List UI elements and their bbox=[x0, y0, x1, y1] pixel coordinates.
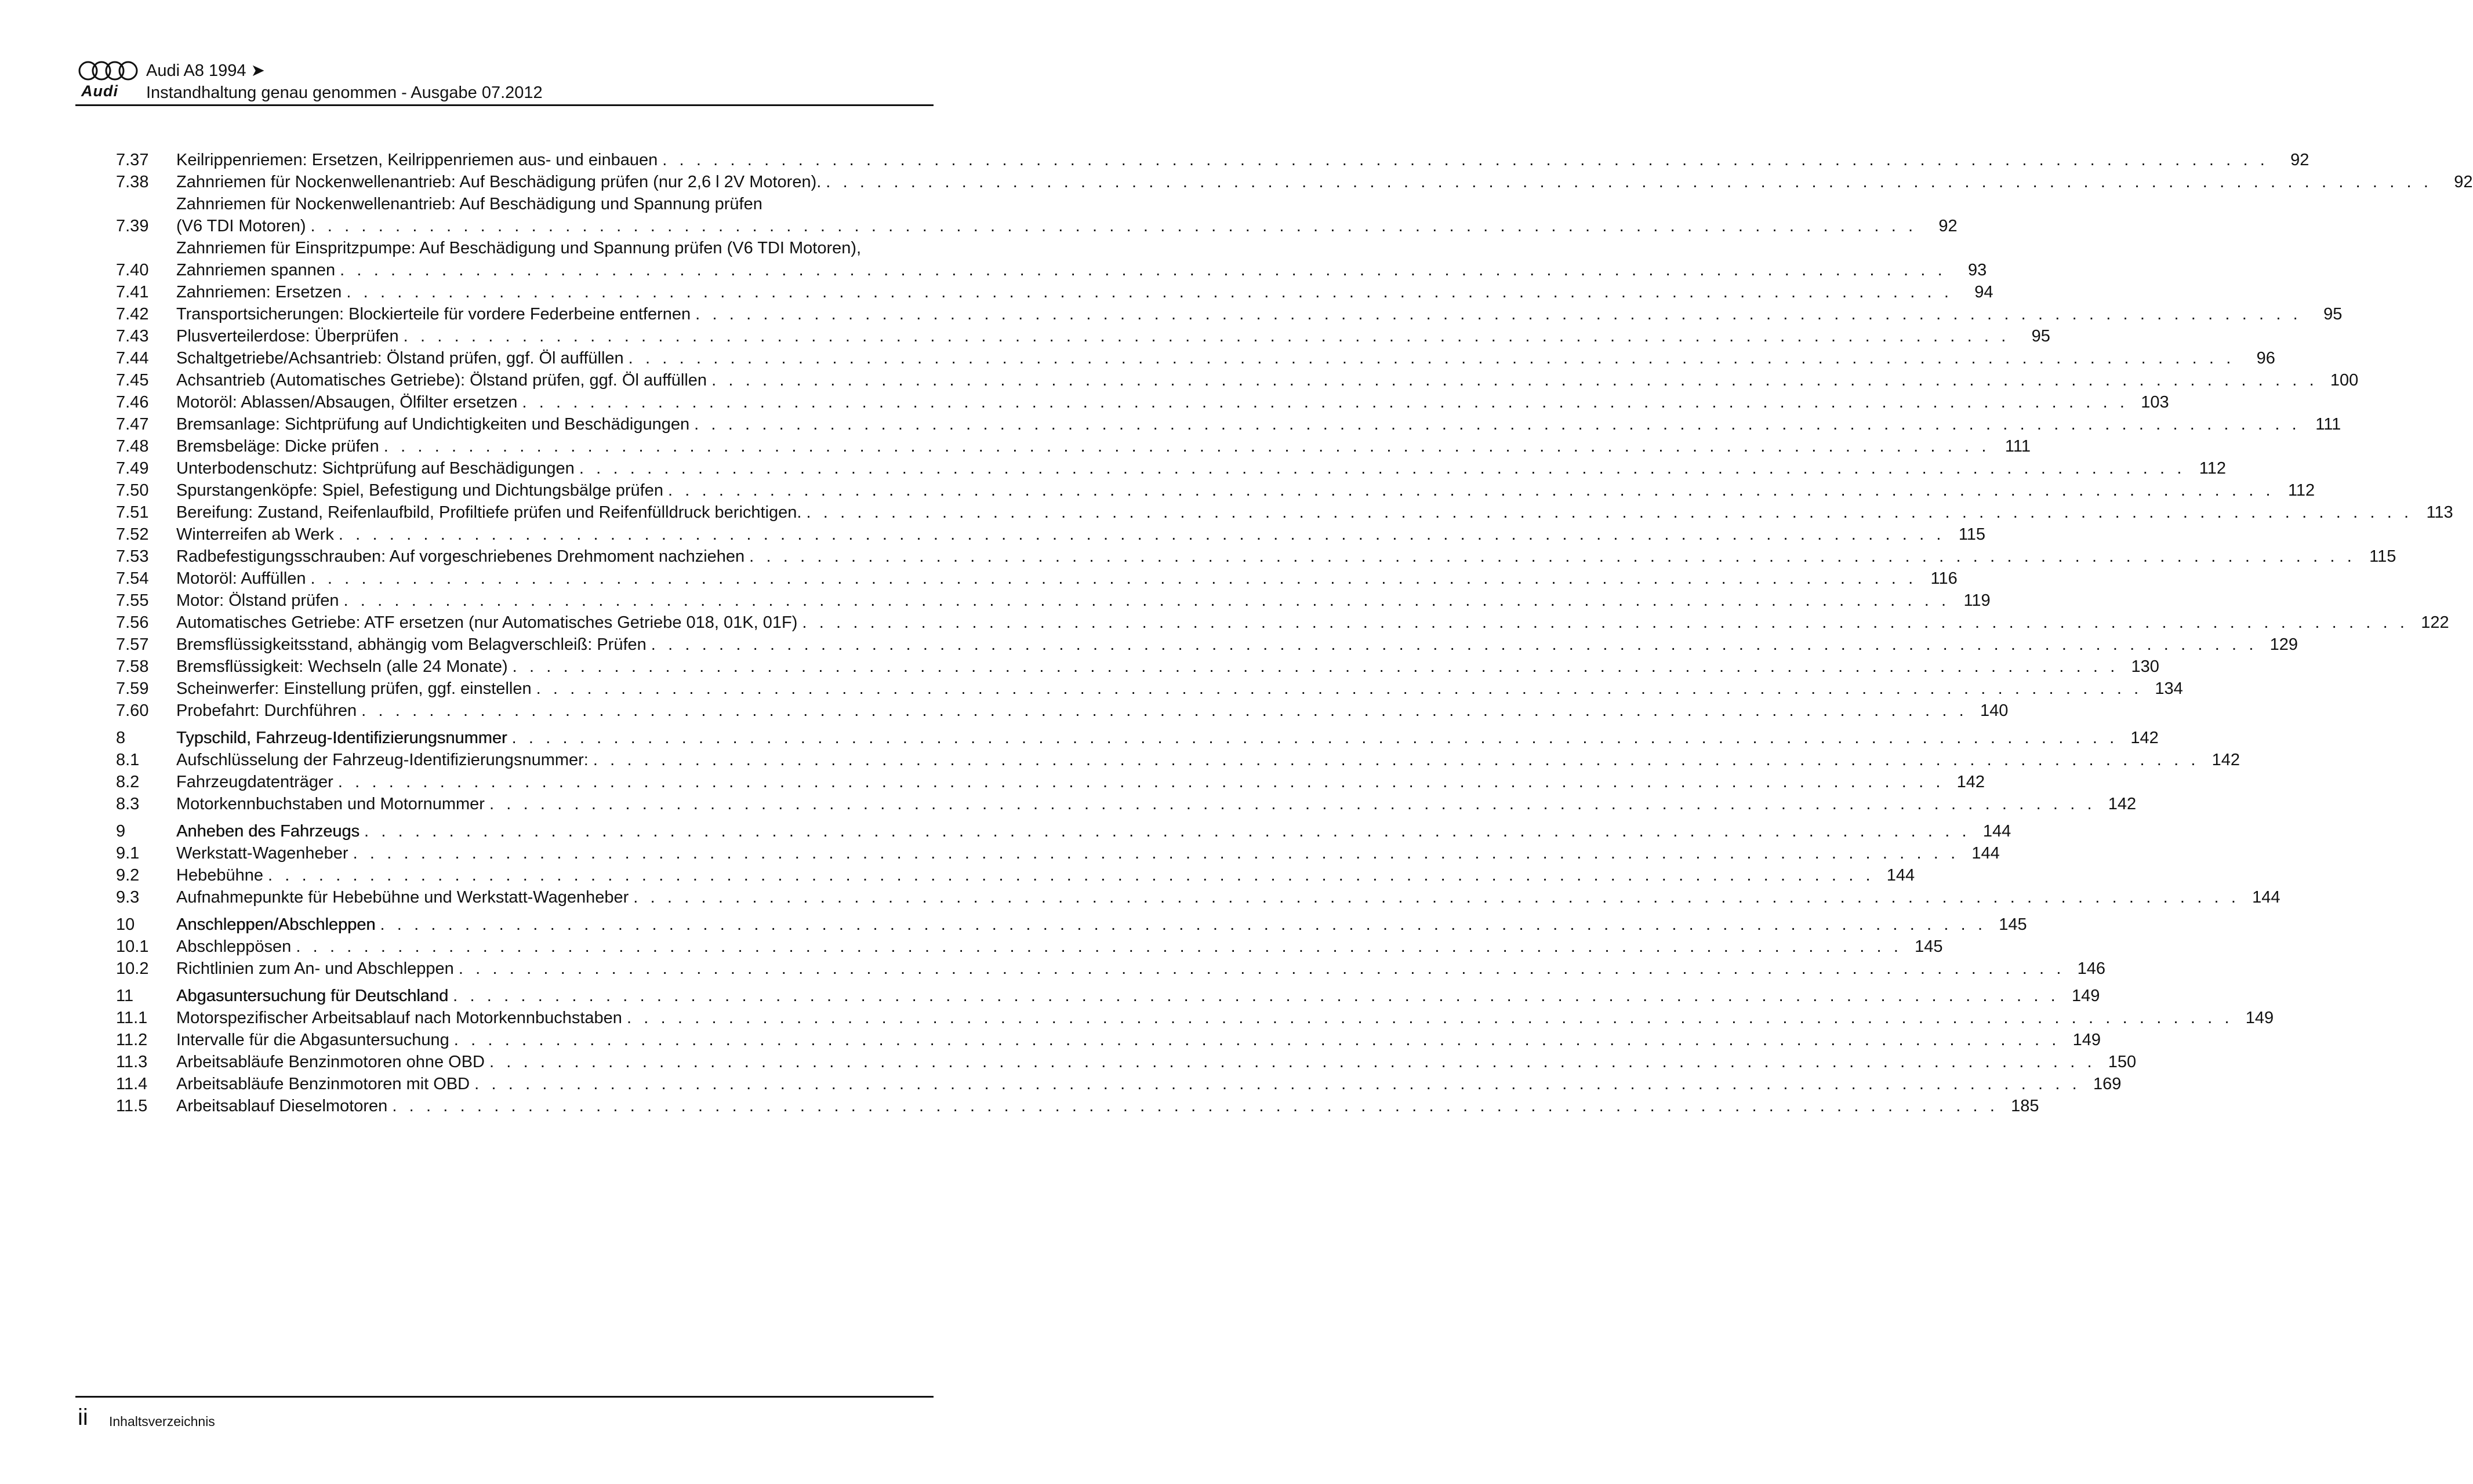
toc-entry-row[interactable] bbox=[116, 369, 2359, 391]
toc-page-number: 92 bbox=[2290, 151, 2309, 169]
toc-entry-title: Typschild, Fahrzeug-Identifizierungsnummer bbox=[176, 729, 507, 747]
dot-leader: . . . . . . . . . . . . . . . . . . . . . . . . . . . . . . . . . . . . . . . . . . . . . . . . . . . . . . . . . . . . . . . . . . . . . . . . . . . . . . . . . . . . . . . . . . . . . . . bbox=[536, 679, 2142, 698]
document-title: Audi A8 1994 ➤ bbox=[146, 61, 265, 80]
dot-leader: . . . . . . . . . . . . . . . . . . . . . . . . . . . . . . . . . . . . . . . . . . . . . . . . . . . . . . . . . . . . . . . . . . . . . . . . . . . . . . . . . . . . . . . . . . . . . . . bbox=[633, 888, 2240, 907]
toc-page-number: 145 bbox=[1999, 915, 2027, 934]
toc-entry-title: Zahnriemen für Einspritzpumpe: Auf Beschädigung und Spannung prüfen (V6 TDI Motoren), bbox=[176, 239, 862, 257]
toc-page-number: 149 bbox=[2245, 1009, 2274, 1027]
toc-entry-row[interactable] bbox=[116, 1029, 2101, 1051]
toc-entry-number: 7.60 bbox=[116, 701, 149, 720]
toc-entry-row[interactable] bbox=[116, 864, 1915, 886]
dot-leader: . . . . . . . . . . . . . . . . . . . . . . . . . . . . . . . . . . . . . . . . . . . . . . . . . . . . . . . . . . . . . . . . . . . . . . . . . . . . . . . . . . . . . . . . . . . . . . . bbox=[403, 327, 2010, 345]
toc-entry-number: 9.1 bbox=[116, 844, 140, 863]
dot-leader: . . . . . . . . . . . . . . . . . . . . . . . . . . . . . . . . . . . . . . . . . . . . . . . . . . . . . . . . . . . . . . . . . . . . . . . . . . . . . . . . . . . . . . . . . . . . . . . bbox=[310, 217, 1917, 235]
dot-leader: . . . . . . . . . . . . . . . . . . . . . . . . . . . . . . . . . . . . . . . . . . . . . . . . . . . . . . . . . . . . . . . . . . . . . . . . . . . . . . . . . . . . . . . . . . . . . . . bbox=[511, 729, 2118, 747]
toc-entry-number: 10 bbox=[116, 915, 135, 934]
dot-leader: . . . . . . . . . . . . . . . . . . . . . . . . . . . . . . . . . . . . . . . . . . . . . . . . . . . . . . . . . . . . . . . . . . . . . . . . . . . . . . . . . . . . . . . . . . . . . . . bbox=[711, 371, 2318, 390]
toc-entry-row[interactable] bbox=[116, 303, 2343, 325]
dot-leader: . . . . . . . . . . . . . . . . . . . . . . . . . . . . . . . . . . . . . . . . . . . . . . . . . . . . . . . . . . . . . . . . . . . . . . . . . . . . . . . . . . . . . . . . . . . . . . . bbox=[380, 915, 1987, 934]
toc-entry-row[interactable] bbox=[116, 958, 2106, 980]
toc-entry-title: Hebebühne bbox=[176, 866, 263, 885]
dot-leader: . . . . . . . . . . . . . . . . . . . . . . . . . . . . . . . . . . . . . . . . . . . . . . . . . . . . . . . . . . . . . . . . . . . . . . . . . . . . . . . . . . . . . . . . . . . . . . . bbox=[453, 1031, 2060, 1049]
toc-page-number: 92 bbox=[1938, 217, 1958, 235]
toc-entry-title: Fahrzeugdatenträger bbox=[176, 773, 333, 791]
toc-entry-title: Abschleppösen bbox=[176, 937, 292, 956]
toc-entry-title: Bremsbeläge: Dicke prüfen bbox=[176, 437, 379, 456]
toc-entry-title: Automatisches Getriebe: ATF ersetzen (nur Automatisches Getriebe 018, 01K, 01F) bbox=[176, 613, 798, 632]
toc-entry-row[interactable] bbox=[116, 149, 2309, 171]
dot-leader: . . . . . . . . . . . . . . . . . . . . . . . . . . . . . . . . . . . . . . . . . . . . . . . . . . . . . . . . . . . . . . . . . . . . . . . . . . . . . . . . . . . . . . . . . . . . . . . bbox=[296, 937, 1902, 956]
dot-leader: . . . . . . . . . . . . . . . . . . . . . . . . . . . . . . . . . . . . . . . . . . . . . . . . . . . . . . . . . . . . . . . . . . . . . . . . . . . . . . . . . . . . . . . . . . . . . . . bbox=[353, 844, 1959, 863]
toc-page-number: 144 bbox=[1971, 844, 2000, 863]
toc-entry-number: 7.58 bbox=[116, 657, 149, 676]
toc-entry-title: Bremsanlage: Sichtprüfung auf Undichtigkeiten und Beschädigungen bbox=[176, 415, 690, 434]
toc-entry-row[interactable] bbox=[116, 325, 2050, 347]
toc-entry-row[interactable] bbox=[116, 886, 2280, 908]
toc-entry-number: 7.42 bbox=[116, 305, 149, 323]
dot-leader: . . . . . . . . . . . . . . . . . . . . . . . . . . . . . . . . . . . . . . . . . . . . . . . . . . . . . . . . . . . . . . . . . . . . . . . . . . . . . . . . . . . . . . . . . . . . . . . bbox=[651, 635, 2257, 654]
toc-entry-row[interactable] bbox=[116, 1073, 2122, 1095]
toc-page-number: 100 bbox=[2330, 371, 2359, 390]
toc-entry-row[interactable] bbox=[116, 634, 2298, 656]
toc-entry-number: 7.46 bbox=[116, 393, 149, 412]
toc-page-number: 134 bbox=[2155, 679, 2183, 698]
toc-entry-title: Schaltgetriebe/Achsantrieb: Ölstand prüfen, ggf. Öl auffüllen bbox=[176, 349, 624, 368]
toc-entry-row[interactable] bbox=[116, 1051, 2137, 1073]
audi-rings-logo bbox=[75, 60, 143, 100]
toc-entry-row[interactable] bbox=[116, 281, 1993, 303]
toc-entry-number: 7.55 bbox=[116, 591, 149, 610]
toc-entry-title: Werkstatt-Wagenheber bbox=[176, 844, 348, 863]
toc-page-number: 111 bbox=[2004, 437, 2031, 456]
toc-page-number: 115 bbox=[1958, 525, 1986, 544]
toc-entry-row[interactable] bbox=[116, 457, 2227, 479]
toc-entry-row[interactable] bbox=[116, 523, 1986, 545]
toc-entry-number: 7.56 bbox=[116, 613, 149, 632]
dot-leader: . . . . . . . . . . . . . . . . . . . . . . . . . . . . . . . . . . . . . . . . . . . . . . . . . . . . . . . . . . . . . . . . . . . . . . . . . . . . . . . . . . . . . . . . . . . . . . . bbox=[489, 795, 2096, 813]
toc-entry-number: 7.40 bbox=[116, 261, 149, 279]
toc-entry-title: Motorspezifischer Arbeitsablauf nach Motorkennbuchstaben bbox=[176, 1009, 622, 1027]
dot-leader: . . . . . . . . . . . . . . . . . . . . . . . . . . . . . . . . . . . . . . . . . . . . . . . . . . . . . . . . . . . . . . . . . . . . . . . . . . . . . . . . . . . . . . . . . . . . . . . bbox=[694, 415, 2301, 434]
dot-leader: . . . . . . . . . . . . . . . . . . . . . . . . . . . . . . . . . . . . . . . . . . . . . . . . . . . . . . . . . . . . . . . . . . . . . . . . . . . . . . . . . . . . . . . . . . . . . . . bbox=[522, 393, 2129, 412]
toc-page-number: 111 bbox=[2315, 415, 2341, 434]
toc-entry-number: 7.53 bbox=[116, 547, 149, 566]
toc-entry-title: Winterreifen ab Werk bbox=[176, 525, 334, 544]
toc-entry-title: Unterbodenschutz: Sichtprüfung auf Beschädigungen bbox=[176, 459, 575, 478]
toc-entry-row[interactable] bbox=[116, 678, 2183, 700]
toc-entry-row[interactable] bbox=[116, 656, 2159, 678]
toc-entry-number: 10.1 bbox=[116, 937, 149, 956]
toc-entry-number: 7.57 bbox=[116, 635, 149, 654]
toc-entry-number: 9 bbox=[116, 822, 126, 841]
dot-leader: . . . . . . . . . . . . . . . . . . . . . . . . . . . . . . . . . . . . . . . . . . . . . . . . . . . . . . . . . . . . . . . . . . . . . . . . . . . . . . . . . . . . . . . . . . . . . . . bbox=[667, 481, 2275, 500]
dot-leader: . . . . . . . . . . . . . . . . . . . . . . . . . . . . . . . . . . . . . . . . . . . . . . . . . . . . . . . . . . . . . . . . . . . . . . . . . . . . . . . . . . . . . . . . . . . . . . . bbox=[346, 283, 1953, 301]
toc-page-number: 96 bbox=[2256, 349, 2275, 368]
toc-entry-number: 7.48 bbox=[116, 437, 149, 456]
toc-entry-title: (V6 TDI Motoren) bbox=[176, 217, 306, 235]
toc-entry-number: 7.50 bbox=[116, 481, 149, 500]
toc-page-number: 140 bbox=[1980, 701, 2009, 720]
header-rule bbox=[75, 104, 934, 106]
toc-entry-row[interactable] bbox=[116, 347, 2275, 369]
toc-entry-title: Keilrippenriemen: Ersetzen, Keilrippenriemen aus- und einbauen bbox=[176, 151, 658, 169]
toc-entry-row[interactable] bbox=[116, 749, 2240, 771]
toc-entry-title: Transportsicherungen: Blockierteile für vordere Federbeine entfernen bbox=[176, 305, 691, 323]
toc-entry-row[interactable] bbox=[116, 1007, 2274, 1029]
toc-entry-title: Scheinwerfer: Einstellung prüfen, ggf. einstellen bbox=[176, 679, 532, 698]
toc-entry-number: 7.37 bbox=[116, 151, 149, 169]
toc-entry-title: Bremsflüssigkeitsstand, abhängig vom Belagverschleiß: Prüfen bbox=[176, 635, 647, 654]
toc-entry-number: 9.2 bbox=[116, 866, 140, 885]
toc-entry-number: 9.3 bbox=[116, 888, 140, 907]
toc-page-number: 144 bbox=[2252, 888, 2280, 907]
dot-leader: . . . . . . . . . . . . . . . . . . . . . . . . . . . . . . . . . . . . . . . . . . . . . . . . . . . . . . . . . . . . . . . . . . . . . . . . . . . . . . . . . . . . . . . . . . . . . . . bbox=[453, 987, 2060, 1005]
toc-page-number: 149 bbox=[2071, 987, 2100, 1005]
toc-entry-number: 7.44 bbox=[116, 349, 149, 368]
toc-entry-row[interactable] bbox=[116, 171, 2473, 193]
toc-entry-title: Intervalle für die Abgasuntersuchung bbox=[176, 1031, 449, 1049]
dot-leader: . . . . . . . . . . . . . . . . . . . . . . . . . . . . . . . . . . . . . . . . . . . . . . . . . . . . . . . . . . . . . . . . . . . . . . . . . . . . . . . . . . . . . . . . . . . . . . . bbox=[579, 459, 2186, 478]
toc-page-number: 145 bbox=[1915, 937, 1943, 956]
toc-page-number: 144 bbox=[1982, 822, 2011, 841]
toc-entry-title: Arbeitsablauf Dieselmotoren bbox=[176, 1097, 388, 1115]
toc-entry-title: Zahnriemen für Nockenwellenantrieb: Auf Beschädigung prüfen (nur 2,6 l 2V Motoren). bbox=[176, 173, 822, 191]
toc-entry-title: Zahnriemen spannen bbox=[176, 261, 336, 279]
toc-entry-title: Plusverteilerdose: Überprüfen bbox=[176, 327, 399, 345]
toc-entry-title: Zahnriemen: Ersetzen bbox=[176, 283, 342, 301]
toc-entry-number: 7.41 bbox=[116, 283, 149, 301]
toc-entry-title: Probefahrt: Durchführen bbox=[176, 701, 357, 720]
toc-page-number: 129 bbox=[2269, 635, 2298, 654]
dot-leader: . . . . . . . . . . . . . . . . . . . . . . . . . . . . . . . . . . . . . . . . . . . . . . . . . . . . . . . . . . . . . . . . . . . . . . . . . . . . . . . . . . . . . . . . . . . . . . . bbox=[338, 525, 1945, 544]
toc-page-number: 116 bbox=[1930, 569, 1958, 588]
toc-entry-title: Richtlinien zum An- und Abschleppen bbox=[176, 959, 454, 978]
toc-entry-title: Aufnahmepunkte für Hebebühne und Werkstatt-Wagenheber bbox=[176, 888, 629, 907]
toc-page-number: 95 bbox=[2031, 327, 2050, 345]
toc-entry-number: 8.2 bbox=[116, 773, 140, 791]
toc-entry-row[interactable] bbox=[116, 435, 2031, 457]
toc-page-number: 103 bbox=[2141, 393, 2169, 412]
dot-leader: . . . . . . . . . . . . . . . . . . . . . . . . . . . . . . . . . . . . . . . . . . . . . . . . . . . . . . . . . . . . . . . . . . . . . . . . . . . . . . . . . . . . . . . . . . . . . . . bbox=[340, 261, 1947, 279]
toc-entry-number: 11.5 bbox=[116, 1097, 148, 1115]
toc-page-number: 94 bbox=[1974, 283, 1993, 301]
toc-page-number: 142 bbox=[2211, 751, 2240, 769]
toc-entry-number: 11.1 bbox=[116, 1009, 148, 1027]
dot-leader: . . . . . . . . . . . . . . . . . . . . . . . . . . . . . . . . . . . . . . . . . . . . . . . . . . . . . . . . . . . . . . . . . . . . . . . . . . . . . . . . . . . . . . . . . . . . . . . bbox=[695, 305, 2302, 323]
toc-entry-row[interactable] bbox=[116, 501, 2453, 523]
toc-page-number: 150 bbox=[2108, 1053, 2137, 1071]
toc-entry-title: Achsantrieb (Automatisches Getriebe): Ölstand prüfen, ggf. Öl auffüllen bbox=[176, 371, 707, 390]
toc-page-number: 95 bbox=[2323, 305, 2343, 323]
toc-page-number: 144 bbox=[1886, 866, 1915, 885]
dot-leader: . . . . . . . . . . . . . . . . . . . . . . . . . . . . . . . . . . . . . . . . . . . . . . . . . . . . . . . . . . . . . . . . . . . . . . . . . . . . . . . . . . . . . . . . . . . . . . . bbox=[512, 657, 2119, 676]
toc-page-number: 169 bbox=[2093, 1075, 2122, 1093]
toc-entry-row[interactable] bbox=[116, 568, 1958, 590]
toc-entry-number: 7.38 bbox=[116, 173, 149, 191]
toc-entry-title: Arbeitsabläufe Benzinmotoren ohne OBD bbox=[176, 1053, 485, 1071]
toc-page-number: 112 bbox=[2199, 459, 2227, 478]
toc-entry-number: 7.43 bbox=[116, 327, 149, 345]
toc-entry-row[interactable] bbox=[116, 1095, 2039, 1117]
toc-entry-row[interactable] bbox=[116, 842, 2000, 864]
toc-page-number: 146 bbox=[2077, 959, 2106, 978]
toc-entry-title: Bereifung: Zustand, Reifenlaufbild, Profiltiefe prüfen und Reifenfülldruck berichtigen. bbox=[176, 503, 802, 522]
toc-entry-title: Motorkennbuchstaben und Motornummer bbox=[176, 795, 485, 813]
toc-entry-row[interactable] bbox=[116, 771, 1985, 793]
dot-leader: . . . . . . . . . . . . . . . . . . . . . . . . . . . . . . . . . . . . . . . . . . . . . . . . . . . . . . . . . . . . . . . . . . . . . . . . . . . . . . . . . . . . . . . . . . . . . . . bbox=[343, 591, 1950, 610]
dot-leader: . . . . . . . . . . . . . . . . . . . . . . . . . . . . . . . . . . . . . . . . . . . . . . . . . . . . . . . . . . . . . . . . . . . . . . . . . . . . . . . . . . . . . . . . . . . . . . . bbox=[489, 1053, 2096, 1071]
toc-entry-number: 11.3 bbox=[116, 1053, 148, 1071]
toc-page-number: 92 bbox=[2454, 173, 2473, 191]
dot-leader: . . . . . . . . . . . . . . . . . . . . . . . . . . . . . . . . . . . . . . . . . . . . . . . . . . . . . . . . . . . . . . . . . . . . . . . . . . . . . . . . . . . . . . . . . . . . . . . bbox=[802, 613, 2409, 632]
toc-entry-row[interactable] bbox=[116, 793, 2137, 815]
toc-entry-title: Motoröl: Auffüllen bbox=[176, 569, 306, 588]
toc-page-number: 115 bbox=[2369, 547, 2396, 566]
dot-leader: . . . . . . . . . . . . . . . . . . . . . . . . . . . . . . . . . . . . . . . . . . . . . . . . . . . . . . . . . . . . . . . . . . . . . . . . . . . . . . . . . . . . . . . . . . . . . . . bbox=[383, 437, 1990, 456]
document-subtitle: Instandhaltung genau genommen - Ausgabe 07.2012 bbox=[146, 83, 543, 102]
toc-chapter-row[interactable] bbox=[116, 914, 2027, 936]
toc-entry-title: Spurstangenköpfe: Spiel, Befestigung und Dichtungsbälge prüfen bbox=[176, 481, 663, 500]
toc-page-number: 142 bbox=[2130, 729, 2159, 747]
toc-entry-title: Anschleppen/Abschleppen bbox=[176, 915, 376, 934]
toc-page-number: 113 bbox=[2426, 503, 2453, 522]
toc-entry-number: 7.39 bbox=[116, 217, 149, 235]
toc-entry-row[interactable] bbox=[116, 936, 1943, 958]
toc-entry-title: Aufschlüsselung der Fahrzeug-Identifizierungsnummer: bbox=[176, 751, 589, 769]
footer-page-number: ii bbox=[78, 1405, 88, 1430]
dot-leader: . . . . . . . . . . . . . . . . . . . . . . . . . . . . . . . . . . . . . . . . . . . . . . . . . . . . . . . . . . . . . . . . . . . . . . . . . . . . . . . . . . . . . . . . . . . . . . . bbox=[662, 151, 2269, 169]
dot-leader: . . . . . . . . . . . . . . . . . . . . . . . . . . . . . . . . . . . . . . . . . . . . . . . . . . . . . . . . . . . . . . . . . . . . . . . . . . . . . . . . . . . . . . . . . . . . . . . bbox=[310, 569, 1917, 588]
toc-page-number: 142 bbox=[1956, 773, 1985, 791]
toc-entry-number: 7.47 bbox=[116, 415, 149, 434]
audi-wordmark: Audi bbox=[81, 82, 118, 100]
toc-entry-row[interactable] bbox=[116, 700, 2009, 722]
toc-entry-title: Arbeitsabläufe Benzinmotoren mit OBD bbox=[176, 1075, 470, 1093]
toc-chapter-row[interactable] bbox=[116, 820, 2011, 842]
toc-entry-row[interactable] bbox=[116, 590, 1991, 612]
toc-entry-number: 7.49 bbox=[116, 459, 149, 478]
toc-entry-number: 7.59 bbox=[116, 679, 149, 698]
toc-page-number: 112 bbox=[2287, 481, 2315, 500]
footer-rule bbox=[75, 1396, 934, 1398]
toc-entry-number: 7.51 bbox=[116, 503, 149, 522]
dot-leader: . . . . . . . . . . . . . . . . . . . . . . . . . . . . . . . . . . . . . . . . . . . . . . . . . . . . . . . . . . . . . . . . . . . . . . . . . . . . . . . . . . . . . . . . . . . . . . . bbox=[626, 1009, 2234, 1027]
toc-page-number: 130 bbox=[2131, 657, 2159, 676]
toc-entry-title: Bremsflüssigkeit: Wechseln (alle 24 Monate) bbox=[176, 657, 508, 676]
toc-entry-title: Radbefestigungsschrauben: Auf vorgeschriebenes Drehmoment nachziehen bbox=[176, 547, 745, 566]
toc-entry-number: 11 bbox=[116, 987, 134, 1005]
toc-page-number: 93 bbox=[1968, 261, 1987, 279]
toc-entry-row[interactable] bbox=[116, 545, 2396, 568]
dot-leader: . . . . . . . . . . . . . . . . . . . . . . . . . . . . . . . . . . . . . . . . . . . . . . . . . . . . . . . . . . . . . . . . . . . . . . . . . . . . . . . . . . . . . . . . . . . . . . . bbox=[267, 866, 1875, 885]
toc-entry-title: Motoröl: Ablassen/Absaugen, Ölfilter ersetzen bbox=[176, 393, 518, 412]
dot-leader: . . . . . . . . . . . . . . . . . . . . . . . . . . . . . . . . . . . . . . . . . . . . . . . . . . . . . . . . . . . . . . . . . . . . . . . . . . . . . . . . . . . . . . . . . . . . . . . bbox=[361, 701, 1968, 720]
toc-entry-number: 7.54 bbox=[116, 569, 149, 588]
toc-entry-title: Abgasuntersuchung für Deutschland bbox=[176, 987, 449, 1005]
toc-entry-title: Zahnriemen für Nockenwellenantrieb: Auf Beschädigung und Spannung prüfen bbox=[176, 195, 762, 213]
toc-chapter-row[interactable] bbox=[116, 727, 2159, 749]
dot-leader: . . . . . . . . . . . . . . . . . . . . . . . . . . . . . . . . . . . . . . . . . . . . . . . . . . . . . . . . . . . . . . . . . . . . . . . . . . . . . . . . . . . . . . . . . . . . . . . bbox=[392, 1097, 1999, 1115]
dot-leader: . . . . . . . . . . . . . . . . . . . . . . . . . . . . . . . . . . . . . . . . . . . . . . . . . . . . . . . . . . . . . . . . . . . . . . . . . . . . . . . . . . . . . . . . . . . . . . . bbox=[337, 773, 1945, 791]
toc-entry-row[interactable] bbox=[116, 193, 1958, 237]
toc-page-number: 142 bbox=[2108, 795, 2137, 813]
toc-entry-row[interactable] bbox=[116, 391, 2169, 413]
toc-entry-title: Anheben des Fahrzeugs bbox=[176, 822, 359, 841]
toc-entry-number: 10.2 bbox=[116, 959, 149, 978]
toc-entry-row[interactable] bbox=[116, 413, 2341, 435]
toc-entry-number: 7.52 bbox=[116, 525, 149, 544]
toc-page-number: 185 bbox=[2011, 1097, 2039, 1115]
toc-page-number: 122 bbox=[2421, 613, 2449, 632]
toc-entry-row[interactable] bbox=[116, 479, 2315, 501]
toc-entry-number: 8.3 bbox=[116, 795, 140, 813]
dot-leader: . . . . . . . . . . . . . . . . . . . . . . . . . . . . . . . . . . . . . . . . . . . . . . . . . . . . . . . . . . . . . . . . . . . . . . . . . . . . . . . . . . . . . . . . . . . . . . . bbox=[749, 547, 2356, 566]
dot-leader: . . . . . . . . . . . . . . . . . . . . . . . . . . . . . . . . . . . . . . . . . . . . . . . . . . . . . . . . . . . . . . . . . . . . . . . . . . . . . . . . . . . . . . . . . . . . . . . bbox=[458, 959, 2065, 978]
dot-leader: . . . . . . . . . . . . . . . . . . . . . . . . . . . . . . . . . . . . . . . . . . . . . . . . . . . . . . . . . . . . . . . . . . . . . . . . . . . . . . . . . . . . . . . . . . . . . . . bbox=[474, 1075, 2081, 1093]
toc-entry-number: 11.2 bbox=[116, 1031, 148, 1049]
audi-rings-icon bbox=[75, 60, 143, 83]
toc-entry-number: 11.4 bbox=[116, 1075, 148, 1093]
toc-chapter-row[interactable] bbox=[116, 985, 2100, 1007]
dot-leader: . . . . . . . . . . . . . . . . . . . . . . . . . . . . . . . . . . . . . . . . . . . . . . . . . . . . . . . . . . . . . . . . . . . . . . . . . . . . . . . . . . . . . . . . . . . . . . . bbox=[593, 751, 2200, 769]
dot-leader: . . . . . . . . . . . . . . . . . . . . . . . . . . . . . . . . . . . . . . . . . . . . . . . . . . . . . . . . . . . . . . . . . . . . . . . . . . . . . . . . . . . . . . . . . . . . . . . bbox=[826, 173, 2432, 191]
footer-section-label: Inhaltsverzeichnis bbox=[109, 1414, 215, 1429]
toc-entry-title: Motor: Ölstand prüfen bbox=[176, 591, 339, 610]
toc-page-number: 119 bbox=[1963, 591, 1991, 610]
dot-leader: . . . . . . . . . . . . . . . . . . . . . . . . . . . . . . . . . . . . . . . . . . . . . . . . . . . . . . . . . . . . . . . . . . . . . . . . . . . . . . . . . . . . . . . . . . . . . . . bbox=[628, 349, 2235, 368]
toc-page-number: 149 bbox=[2072, 1031, 2101, 1049]
toc-entry-number: 8.1 bbox=[116, 751, 140, 769]
toc-entry-row[interactable] bbox=[116, 237, 1987, 281]
toc-entry-row[interactable] bbox=[116, 612, 2449, 634]
toc-entry-number: 7.45 bbox=[116, 371, 149, 390]
dot-leader: . . . . . . . . . . . . . . . . . . . . . . . . . . . . . . . . . . . . . . . . . . . . . . . . . . . . . . . . . . . . . . . . . . . . . . . . . . . . . . . . . . . . . . . . . . . . . . . bbox=[364, 822, 1971, 841]
toc-entry-number: 8 bbox=[116, 729, 126, 747]
table-of-contents bbox=[116, 149, 2473, 1117]
dot-leader: . . . . . . . . . . . . . . . . . . . . . . . . . . . . . . . . . . . . . . . . . . . . . . . . . . . . . . . . . . . . . . . . . . . . . . . . . . . . . . . . . . . . . . . . . . . . . . . bbox=[806, 503, 2413, 522]
